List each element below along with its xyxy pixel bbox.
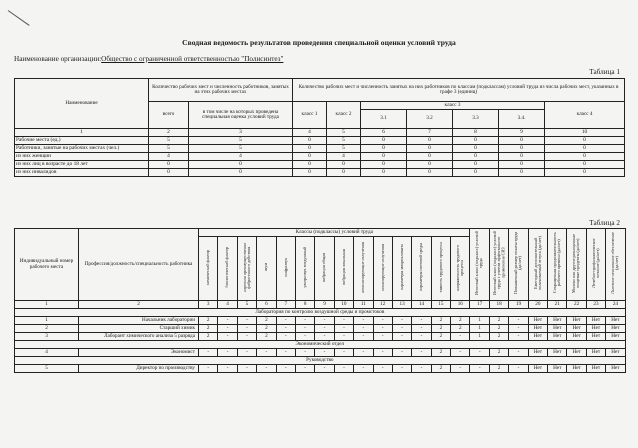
table-row [15,333,626,341]
factor-label: инфразвук [282,257,288,277]
table-cell: - [373,317,392,325]
table-cell: 2 [489,333,508,341]
table-cell: - [199,349,218,357]
table-cell: 0 [407,137,453,145]
table-cell: 1 [470,333,489,341]
table-cell: - [354,333,373,341]
t1-header-total: всего [149,102,189,129]
table-cell: - [276,325,295,333]
t2-header-factor [199,237,218,301]
table-cell: - [295,333,314,341]
table-cell: - [412,333,431,341]
column-number: 16 [451,301,470,309]
table-cell: - [451,349,470,357]
table-cell: - [373,333,392,341]
t2-header-factor [489,229,508,301]
table-cell: 0 [407,153,453,161]
table-cell: - [218,349,237,357]
column-number: 2 [149,129,189,137]
table-cell: - [373,325,392,333]
row-label: из них женщин [15,153,149,161]
table-cell: Нет [567,333,586,341]
table-cell: Нет [528,365,547,373]
table-cell: Нет [567,365,586,373]
t2-column-numbers [15,301,626,309]
factor-label: параметры световой среды [418,243,424,292]
t2-header-factor [567,229,586,301]
table-cell: 4 [189,153,293,161]
table-cell: - [451,333,470,341]
table-cell: 2 [431,349,450,357]
table-cell: 2 [451,317,470,325]
table-cell: 1 [470,325,489,333]
table-row [15,145,625,153]
column-number: 8 [295,301,314,309]
section-title: Руководство [15,357,626,365]
section-title: Лаборатория по контролю воздушной среды и промстоков [15,309,626,317]
column-number: 10 [545,129,625,137]
column-number: 1 [15,129,149,137]
column-number: 18 [489,301,508,309]
table-cell: 2 [431,333,450,341]
table-cell: - [509,317,528,325]
table-cell: 0 [407,169,453,177]
table-cell: Нет [548,333,567,341]
workplace-id: 2 [15,325,79,333]
table-cell: 0 [293,161,327,169]
table-cell: 2 [257,325,276,333]
table-cell: - [218,317,237,325]
table-cell: 0 [293,145,327,153]
table-cell: 5 [149,145,189,153]
table-cell: - [237,333,256,341]
table-row [15,317,626,325]
org-value: Общество с ограниченной ответственностью "Полисинтез" [101,55,284,63]
table-cell: Нет [567,349,586,357]
table-cell: - [237,349,256,357]
table-row [15,325,626,333]
t1-header-classes: Количество рабочих мест и численность занятых на них работников по классам (подклассам) условий труда из числа рабочих мест, указанных в графе 3 (единиц) [293,79,625,102]
t1-header-class1: класс 1 [293,102,327,129]
table-cell: Нет [606,349,625,357]
factor-label: химический фактор [205,249,211,285]
factor-label: Лечебно-профилактическое питание (да/нет) [590,238,601,289]
table-cell: 4 [149,153,189,161]
row-label: из них инвалидов [15,169,149,177]
table-cell: - [412,349,431,357]
table-cell: Нет [606,333,625,341]
table-cell: - [509,349,528,357]
column-number: 13 [392,301,411,309]
table-cell: - [295,317,314,325]
t2-header-factor [412,237,431,301]
t1-column-numbers [15,129,625,137]
table2-caption: Таблица 2 [589,219,620,227]
workplaces-table [14,228,626,373]
table-cell: - [276,349,295,357]
profession: Начальник лаборатории [79,317,199,325]
table-cell: 0 [189,161,293,169]
table-cell: 2 [489,365,508,373]
row-label: из них лиц в возрасте до 18 лет [15,161,149,169]
factor-label: Повышенный размер оплаты труда (да/нет) [513,232,523,295]
table-cell: Нет [548,317,567,325]
t2-header-factor [354,237,373,301]
column-number: 6 [257,301,276,309]
table-cell: 0 [293,137,327,145]
table-cell: 0 [149,169,189,177]
table-cell: Нет [606,317,625,325]
row-label: Рабочие места (ед.) [15,137,149,145]
column-number: 10 [334,301,353,309]
factor-label: напряженность трудового процесса [455,244,465,291]
column-number: 9 [499,129,545,137]
table-cell: 0 [499,169,545,177]
table-cell: 2 [489,317,508,325]
table-cell: - [315,365,334,373]
table-cell: - [354,317,373,325]
table-cell: - [392,317,411,325]
column-number: 8 [453,129,499,137]
t1-header-included: в том числе на которых проведена специальная оценка условий труда [189,102,293,129]
column-number: 23 [586,301,605,309]
column-number: 20 [528,301,547,309]
t2-header-profession: Профессия/должность/специальность работника [79,229,199,301]
table-cell: 2 [199,333,218,341]
summary-table [14,78,625,177]
column-number: 21 [548,301,567,309]
factor-label: Итоговый класс (подкласс) условий труда с учетом эффективного применения СИЗ [491,231,506,296]
t1-header-33: 3.3 [453,110,499,129]
table-cell: 2 [257,317,276,325]
table-cell: 2 [199,325,218,333]
t1-header-31: 3.1 [361,110,407,129]
table-cell: 0 [189,169,293,177]
table-cell: 0 [407,161,453,169]
table-cell: 0 [453,169,499,177]
workplace-id: 5 [15,365,79,373]
factor-label: Итоговый класс (подкласс) условий труда [474,231,484,296]
table-cell: - [315,349,334,357]
t2-header-factor [586,229,605,301]
t2-header-factor [606,229,625,301]
scan-mark [8,10,30,26]
table-cell: - [315,325,334,333]
t2-header-factor [373,237,392,301]
t1-header-34: 3.4. [499,110,545,129]
column-number: 5 [237,301,256,309]
table-cell: - [199,365,218,373]
table-cell: - [257,365,276,373]
factor-label: Льготное пенсионное обеспечение (да/нет) [610,232,620,295]
table-cell: - [509,333,528,341]
t2-header-classes: Классы (подклассы) условий труда [199,229,470,237]
factor-label: биологический фактор [224,246,230,288]
table-row [15,365,626,373]
table-cell: - [354,325,373,333]
table-cell: - [295,365,314,373]
t2-header-factor [392,237,411,301]
table-cell: - [315,317,334,325]
table-cell: 0 [361,161,407,169]
workplace-id: 3 [15,333,79,341]
column-number: 7 [407,129,453,137]
table-row [15,161,625,169]
t1-header-count: Количество рабочих мест и численность работников, занятых на этих рабочих местах [149,79,293,102]
table-cell: 2 [489,349,508,357]
t2-header-factor [237,237,256,301]
column-number: 3 [189,129,293,137]
table-cell: - [470,365,489,373]
table-cell: - [373,349,392,357]
table-cell: 5 [149,137,189,145]
table-cell: 0 [149,161,189,169]
table-cell: Нет [606,325,625,333]
table-cell: - [276,333,295,341]
table-cell: Нет [528,349,547,357]
table-cell: 0 [545,145,625,153]
table-cell: - [509,365,528,373]
column-number: 14 [412,301,431,309]
t2-header-factor [257,237,276,301]
table-cell: 5 [327,137,361,145]
table-cell: - [218,325,237,333]
table-cell: - [470,349,489,357]
table-cell: - [257,349,276,357]
column-number: 15 [431,301,450,309]
factor-label: Молоко или другие равноценные пищевые продукты (да/нет) [571,233,581,293]
table-cell: 0 [453,161,499,169]
table-cell: 0 [453,145,499,153]
document-title: Сводная ведомость результатов проведения специальной оценки условий труда [182,38,456,47]
factor-label: вибрация локальная [340,249,346,286]
table-cell: - [509,325,528,333]
t2-header-factor [451,237,470,301]
table-cell: - [218,333,237,341]
column-number: 12 [373,301,392,309]
column-number: 22 [567,301,586,309]
table-cell: Нет [586,365,605,373]
table-cell: Нет [528,325,547,333]
table-cell: - [334,333,353,341]
table-cell: - [412,317,431,325]
table-cell: - [373,365,392,373]
factor-label: параметры микроклимата [399,244,404,291]
t1-header-name: Наименование [15,79,149,129]
section-row [15,357,626,365]
t1-header-class2: класс 2 [327,102,361,129]
table-cell: - [354,349,373,357]
profession: Директор по производству [79,365,199,373]
table-cell: - [334,317,353,325]
table-cell: - [412,325,431,333]
workplace-id: 4 [15,349,79,357]
table-cell: Нет [548,349,567,357]
t2-header-factor [548,229,567,301]
factor-label: вибрация общая [321,252,327,282]
table-cell: - [295,349,314,357]
column-number: 7 [276,301,295,309]
column-number: 9 [315,301,334,309]
t1-header-class3: класс 3 [361,102,545,110]
table-cell: 2 [431,325,450,333]
table-cell: - [392,325,411,333]
org-label: Наименование организации: [14,55,102,63]
t2-header-factor [470,229,489,301]
factor-label: Ежегодный дополнительный оплачиваемый отпуск (да/нет) [532,236,542,291]
table-cell: 0 [545,161,625,169]
t1-header-class4: класс 4 [545,102,625,129]
factor-label: Сокращенная продолжительность рабочего времени (да/нет) [552,232,562,294]
table-cell: - [392,365,411,373]
column-number: 3 [199,301,218,309]
table-cell: 0 [499,153,545,161]
t2-header-factor [218,237,237,301]
column-number: 4 [293,129,327,137]
table-cell: - [392,333,411,341]
table-cell: 0 [361,153,407,161]
row-label: Работники, занятые на рабочих местах (чел.) [15,145,149,153]
table-cell: 0 [407,145,453,153]
table-cell: Нет [528,317,547,325]
table-cell: - [334,365,353,373]
table-row [15,137,625,145]
table-cell: - [334,325,353,333]
table-cell: Нет [528,333,547,341]
table-cell: 0 [499,137,545,145]
table-cell: 0 [545,153,625,161]
table-cell: 0 [545,169,625,177]
table-cell: 2 [199,317,218,325]
factor-label: ионизирующие излучения [379,243,385,291]
table-cell: Нет [567,325,586,333]
table-cell: - [315,333,334,341]
table-cell: - [354,365,373,373]
table-cell: 0 [361,137,407,145]
table-cell: - [237,317,256,325]
t2-header-factor [528,229,547,301]
table-cell: - [451,365,470,373]
table-cell: 0 [327,161,361,169]
table-cell: Нет [548,325,567,333]
table1-caption: Таблица 1 [589,68,620,76]
table-cell: 0 [293,169,327,177]
table-cell: - [392,349,411,357]
workplace-id: 1 [15,317,79,325]
table-cell: 0 [361,169,407,177]
table-row [15,349,626,357]
table-cell: - [218,365,237,373]
column-number: 4 [218,301,237,309]
table-cell: 0 [453,153,499,161]
table-cell: Нет [606,365,625,373]
table-cell: - [276,365,295,373]
factor-label: аэрозоли преимущественно фиброгенного действия [241,242,251,292]
section-row [15,309,626,317]
factor-label: ультразвук воздушный [302,246,308,288]
table-cell: 5 [189,145,293,153]
column-number: 1 [15,301,79,309]
table-cell: - [295,325,314,333]
table-cell: 0 [293,153,327,161]
t2-header-factor [276,237,295,301]
table-cell: Нет [567,317,586,325]
table-cell: 1 [470,317,489,325]
table-cell: - [237,365,256,373]
table-cell: 5 [327,145,361,153]
profession: Лаборант химического анализа 5 разряда [79,333,199,341]
profession: Старший химик [79,325,199,333]
factor-label: неионизирующие излучения [360,241,366,293]
table-row [15,169,625,177]
table-cell: Нет [586,325,605,333]
table-cell: 2 [257,333,276,341]
organization-line [14,55,283,63]
table-cell: Нет [586,317,605,325]
column-number: 2 [79,301,199,309]
table-cell: - [276,317,295,325]
table-cell: 2 [431,317,450,325]
table-cell: 0 [545,137,625,145]
t1-header-32: 3.2 [407,110,453,129]
column-number: 6 [361,129,407,137]
column-number: 24 [606,301,625,309]
t2-header-factor [431,237,450,301]
profession: Экономист [79,349,199,357]
t2-header-factor [509,229,528,301]
table-cell: Нет [586,333,605,341]
table-cell: 2 [451,325,470,333]
table-cell: 4 [327,153,361,161]
table-cell: - [237,325,256,333]
factor-label: шум [263,263,269,272]
column-number: 17 [470,301,489,309]
table-cell: 2 [431,365,450,373]
column-number: 5 [327,129,361,137]
t2-header-factor [334,237,353,301]
column-number: 19 [509,301,528,309]
table-cell: Нет [548,365,567,373]
section-row [15,341,626,349]
table-cell: 0 [499,145,545,153]
table-cell: 0 [453,137,499,145]
table-cell: 2 [489,325,508,333]
t2-header-factor [295,237,314,301]
column-number: 11 [354,301,373,309]
factor-label: тяжесть трудового процесса [437,242,443,293]
t2-header-factor [315,237,334,301]
table-row [15,153,625,161]
table-cell: Нет [586,349,605,357]
t2-header-id: Индивидуальный номер рабочего места [15,229,79,301]
table-cell: 0 [327,169,361,177]
section-title: Экономический отдел [15,341,626,349]
table-cell: - [412,365,431,373]
table-cell: - [334,349,353,357]
table-cell: 5 [189,137,293,145]
table-cell: 0 [499,161,545,169]
table-cell: 0 [361,145,407,153]
